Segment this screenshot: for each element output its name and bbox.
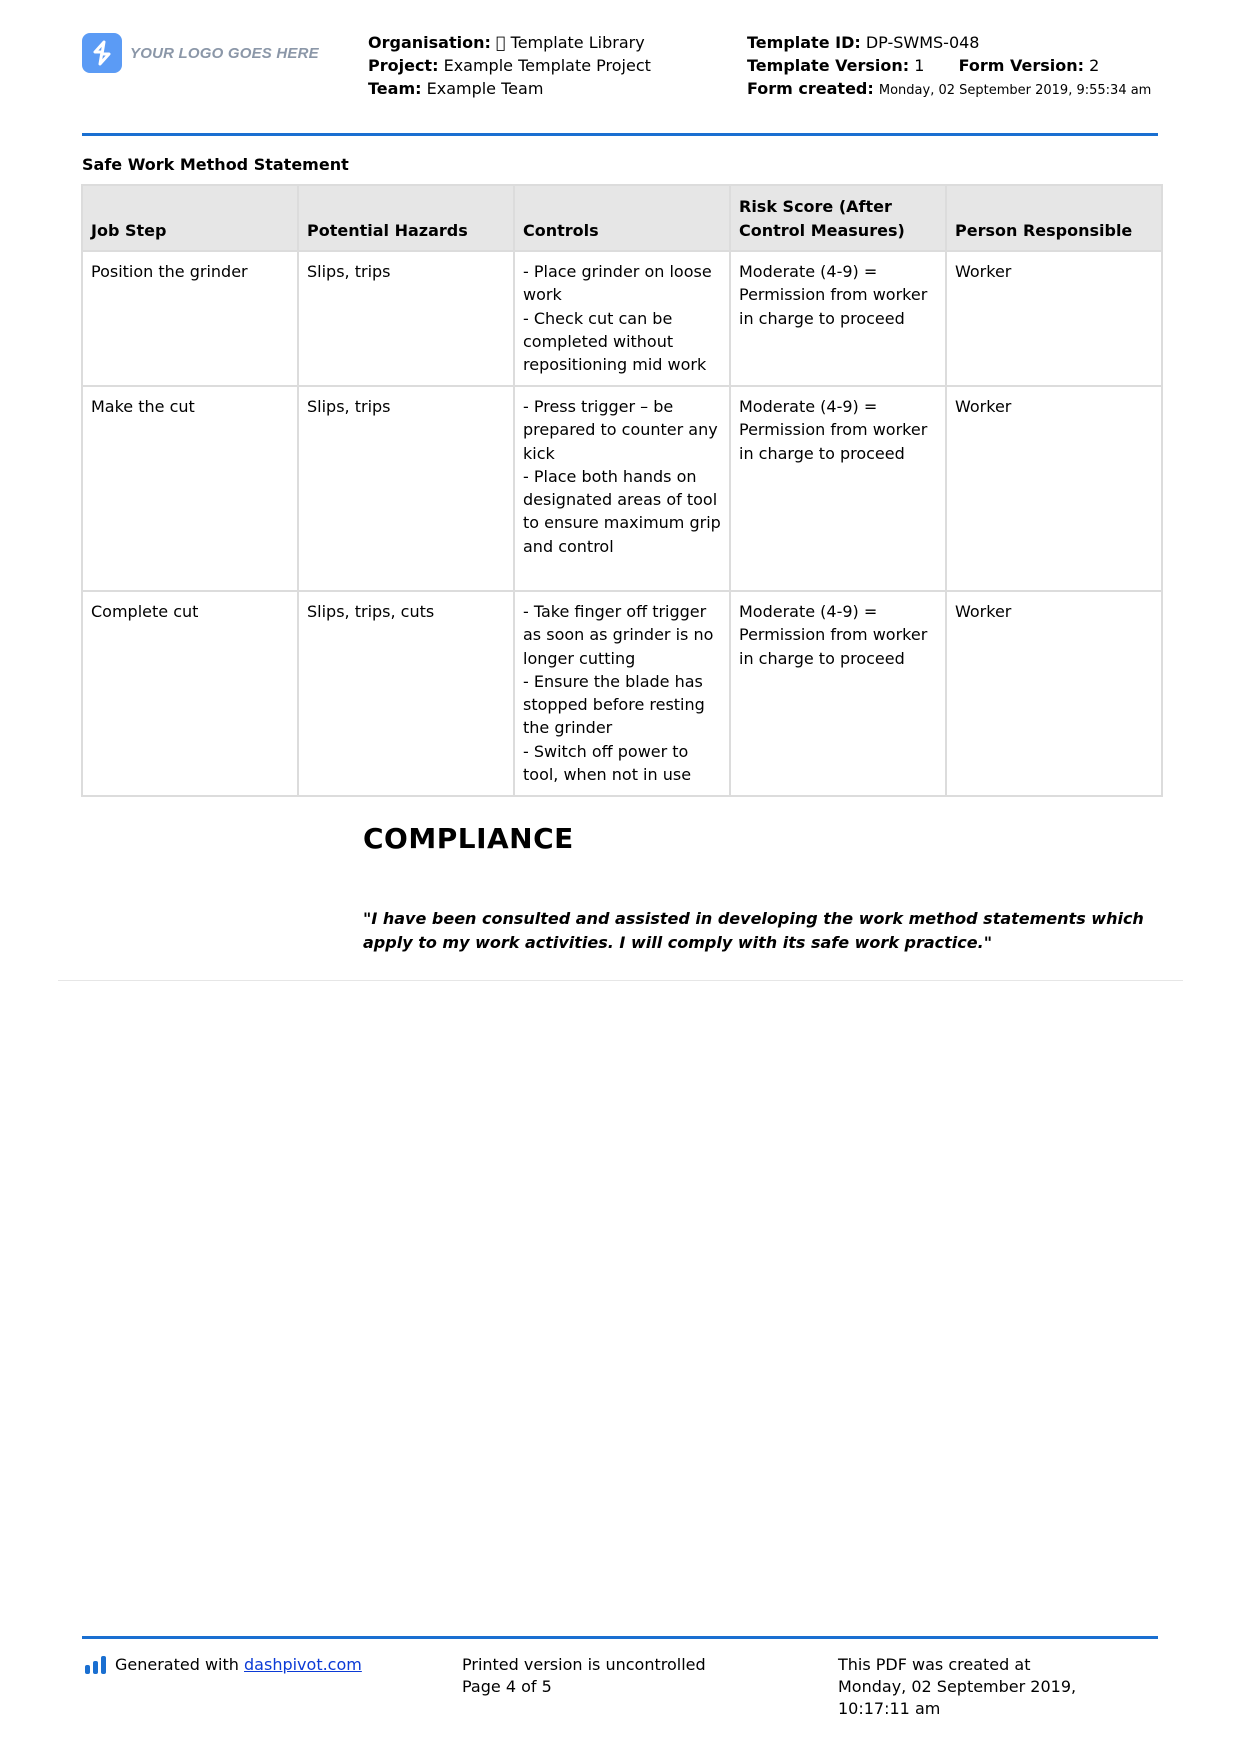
template-id-value: DP-SWMS-048	[865, 33, 980, 52]
cell-hazards: Slips, trips, cuts	[298, 591, 514, 796]
company-logo	[82, 33, 319, 73]
table-row	[82, 251, 1162, 386]
cell-person: Worker	[946, 386, 1162, 591]
footer-generated	[85, 1654, 362, 1676]
template-version-value: 1	[914, 56, 925, 75]
form-version-label: Form Version:	[958, 56, 1085, 75]
cell-controls	[514, 251, 730, 386]
project-value: Example Template Project	[443, 56, 651, 75]
template-version-label: Template Version:	[747, 56, 910, 75]
footer-created	[838, 1654, 1076, 1720]
logo-text: YOUR LOGO GOES HERE	[130, 44, 319, 62]
cell-risk: Moderate (4-9) = Permission from worker in charge to proceed	[730, 251, 946, 386]
swms-table	[81, 184, 1163, 797]
created-line: 10:17:11 am	[838, 1699, 941, 1718]
cell-person: Worker	[946, 591, 1162, 796]
table-row	[82, 386, 1162, 591]
template-id-line	[747, 31, 1165, 54]
control-item: - Take finger off trigger as soon as grinder is no longer cutting	[523, 602, 714, 668]
cell-controls	[514, 386, 730, 591]
bar-chart-icon	[85, 1656, 107, 1674]
header-template-block	[747, 31, 1165, 102]
control-item: - Place both hands on designated areas of tool to ensure maximum grip and control	[523, 466, 721, 556]
cell-job-step: Make the cut	[82, 386, 298, 591]
team-label: Team:	[368, 79, 422, 98]
created-line: This PDF was created at	[838, 1655, 1031, 1674]
logo-icon	[82, 33, 122, 73]
control-item: - Press trigger – be prepared to counter any kick	[523, 397, 718, 463]
compliance-title: COMPLIANCE	[363, 822, 574, 855]
created-line: Monday, 02 September 2019,	[838, 1677, 1077, 1696]
cell-risk: Moderate (4-9) = Permission from worker in charge to proceed	[730, 591, 946, 796]
header-organisation-block	[368, 31, 651, 100]
page-header	[82, 28, 1160, 133]
project-line	[368, 54, 651, 77]
dashpivot-link[interactable]: dashpivot.com	[244, 1655, 362, 1674]
control-item: - Ensure the blade has stopped before resting the grinder	[523, 671, 705, 738]
organisation-value: Template Library	[495, 33, 630, 52]
table-row	[82, 591, 1162, 796]
compliance-divider	[58, 980, 1183, 981]
project-label: Project:	[368, 56, 439, 75]
form-created-value: Monday, 02 September 2019, 9:55:34 am	[878, 83, 1152, 98]
team-value: Example Team	[426, 79, 544, 98]
cell-job-step: Position the grinder	[82, 251, 298, 386]
table-header-row	[82, 185, 1162, 251]
organisation-label: Organisation:	[368, 33, 491, 52]
cell-controls	[514, 591, 730, 796]
version-line	[747, 54, 1165, 77]
header-person-responsible: Person Responsible	[946, 185, 1162, 251]
cell-hazards: Slips, trips	[298, 386, 514, 591]
header-risk-score: Risk Score (After Control Measures)	[730, 185, 946, 251]
form-created-label: Form created:	[747, 79, 874, 98]
header-controls: Controls	[514, 185, 730, 251]
organisation-line	[368, 31, 651, 54]
compliance-statement: "I have been consulted and assisted in developing the work method statements which apply to my work activities. I will comply with its safe work practice."	[363, 909, 1144, 952]
control-item: - Check cut can be completed without repositioning mid work	[523, 308, 707, 375]
control-item: - Place grinder on loose work	[523, 262, 712, 305]
footer-divider	[82, 1636, 1158, 1639]
generated-prefix: Generated with	[115, 1655, 239, 1674]
form-created-line	[747, 77, 1165, 102]
cell-job-step: Complete cut	[82, 591, 298, 796]
control-item: - Switch off power to tool, when not in use	[523, 741, 692, 785]
uncontrolled-note: Printed version is uncontrolled	[462, 1655, 706, 1674]
section-title: Safe Work Method Statement	[82, 155, 349, 174]
header-job-step: Job Step	[82, 185, 298, 251]
page-number: Page 4 of 5	[462, 1677, 552, 1696]
form-version-value: 2	[1089, 56, 1100, 75]
header-potential-hazards: Potential Hazards	[298, 185, 514, 251]
cell-risk: Moderate (4-9) = Permission from worker in charge to proceed	[730, 386, 946, 591]
template-id-label: Template ID:	[747, 33, 861, 52]
header-divider	[82, 133, 1158, 136]
cell-hazards: Slips, trips	[298, 251, 514, 386]
footer-uncontrolled	[462, 1654, 706, 1698]
team-line	[368, 77, 651, 100]
cell-person: Worker	[946, 251, 1162, 386]
